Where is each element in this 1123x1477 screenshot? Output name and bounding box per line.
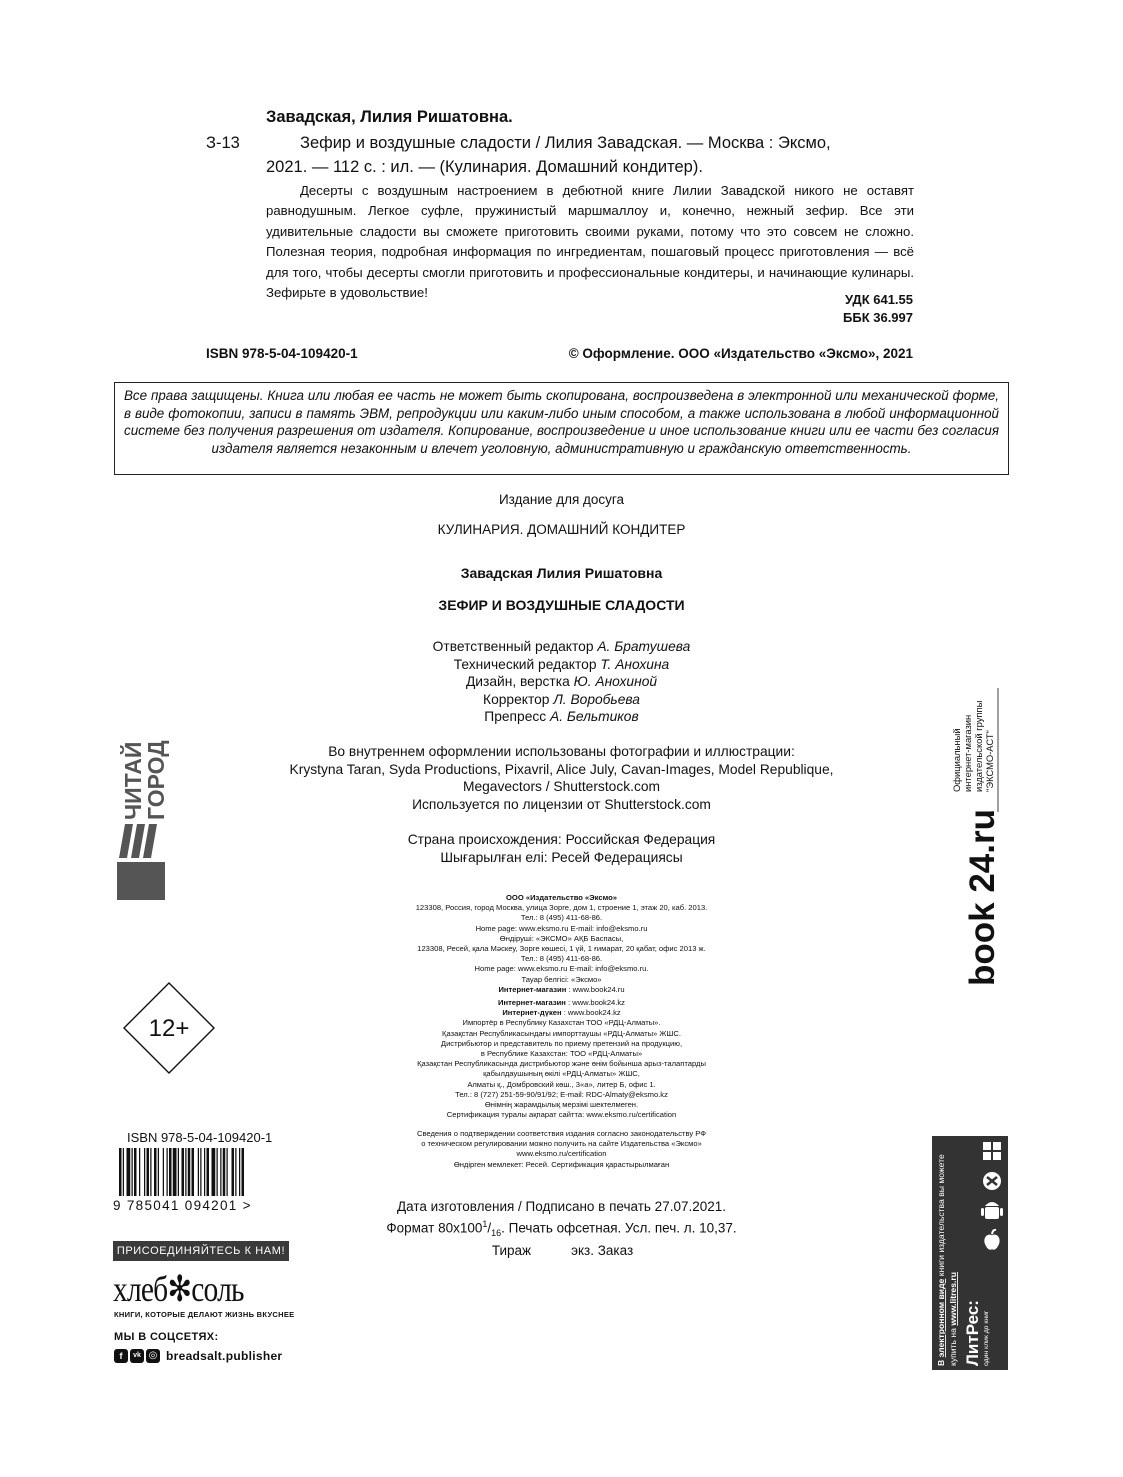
udk-code: УДК 641.55 (845, 292, 913, 307)
barcode-bar (192, 1148, 195, 1196)
age-rating-text: 12+ (148, 1015, 190, 1042)
barcode-bar (167, 1148, 168, 1196)
publisher-info-line: Қазақстан Республикасында дистрибьютор және өнім бойынша арыз-талаптарды (417, 1059, 706, 1069)
barcode-digits: 9 785041 094201 > (113, 1198, 252, 1213)
publisher-info-line: Интернет-магазин : www.book24.kz (498, 998, 625, 1008)
gorod-text: ГОРОД (143, 740, 169, 820)
litres-banner (932, 1136, 1008, 1370)
book24-ad (950, 688, 1010, 988)
barcode-bar (134, 1148, 137, 1196)
credit-line: Корректор Л. Воробьева (483, 691, 640, 707)
bibliographic-record (266, 131, 914, 179)
litres-tagline: один клик до книг (983, 1310, 990, 1366)
rights-notice-text: Все права защищены. Книга или любая ее часть не может быть скопирована, воспроизведена в электронной или механической форме, в виде фотокопии, записи в память ЭВМ, репродукции или каким-либо иным способом, а также использована в любой информационной системе без получения разрешения от издателя. Копирование, воспроизведение и иное использование книги или ее части без согласия издателя является незаконным и влечет уголовную, административную и гражданскую ответственность. (124, 388, 999, 456)
annotation: Десерты с воздушным настроением в дебютной книге Лилии Завадской никого не оставят равнодушным. Легкое суфле, пружинистый маршмаллоу и, конечно, нежный зефир. Все эти удивительные сладости вы сможете приготовить своими руками, потому что это совсем не сложно. Полезная теория, подробная информация по ингредиентам, пошаговый процесс приготовления — всё для того, чтобы десерты смогли приготовить и профессиональные кондитеры, и начинающие кулинары. Зефирьте в удовольствие! (266, 183, 914, 301)
barcode-bar (239, 1148, 240, 1196)
credit-line: Ответственный редактор А. Братушева (432, 639, 691, 654)
publisher-info-line: в Республике Казахстан: ТОО «РДЦ-Алматы» (480, 1049, 643, 1059)
chitai-gorod-logo (117, 706, 169, 900)
publisher-info-line: Импортёр в Республику Казахстан ТОО «РДЦ-Алматы». (462, 1018, 661, 1028)
barcode-bar (223, 1148, 226, 1196)
publisher-info-line: Интернет-дүкен : www.book24.kz (502, 1008, 621, 1018)
barcode-bar (132, 1148, 133, 1196)
barcode-bar (204, 1148, 205, 1196)
publisher-info-line: Тел.: 8 (495) 411-68-86. (520, 954, 603, 964)
publisher-info-line: 123308, Ресей, қала Мәскеу, Зорге көшесі, 1 үй, 1 ғимарат, 20 қабат, офис 2013 ж. (417, 944, 706, 954)
book-title: ЗЕФИР И ВОЗДУШНЫЕ СЛАДОСТИ (438, 597, 685, 613)
barcode-bar (212, 1148, 216, 1196)
isbn-header: ISBN 978-5-04-109420-1 (206, 346, 358, 361)
publisher-info-line: Сертификация туралы ақпарат сайтта: www.eksmo.ru/certification (446, 1110, 677, 1120)
book24-logo-text: book 24.ru (963, 809, 1002, 986)
print-date: Дата изготовления / Подписано в печать 27.07.2021. (397, 1199, 726, 1214)
facebook-icon: f (114, 1349, 128, 1363)
barcode-bar (158, 1148, 159, 1196)
publisher-info-line: Тауар белгісі: «Эксмо» (521, 974, 602, 984)
barcode-bar (150, 1148, 151, 1196)
litres-text-1: В электронном виде книги издательства вы можете (936, 1154, 946, 1366)
print-run: Тираж экз. Заказ (491, 1243, 634, 1259)
age-rating (122, 981, 216, 1075)
print-format: Формат $80x100^1/_{16}$. Печать офсетная. Усл. печ. л. 10,37. (386, 1218, 737, 1238)
social-label: МЫ В СОЦСЕТЯХ: (114, 1331, 219, 1343)
barcode-bar (200, 1148, 201, 1196)
barcode-bar (147, 1148, 150, 1196)
barcode-bar (198, 1148, 199, 1196)
isbn-barcode (117, 1148, 285, 1196)
publisher-info-line: қабылдаушының өкілі «РДЦ-Алматы» ЖШС, (483, 1069, 640, 1079)
logo-block (117, 862, 165, 900)
publisher-info-line: Өндіруші: «ЭКСМО» АҚБ Баспасы, (499, 933, 624, 943)
barcode-bar (227, 1148, 228, 1196)
publisher-info-line: ООО «Издательство «Эксмо» (506, 893, 617, 902)
barcode-bar (235, 1148, 236, 1196)
biblio-line-1: Зефир и воздушные сладости / Лилия Завадская. — Москва : Эксмо, (300, 134, 831, 152)
classification-codes (843, 291, 913, 327)
publisher-info-line: Интернет-магазин : www.book24.ru (498, 984, 625, 994)
barcode-bar (217, 1148, 218, 1196)
litres-text-2: купить на www.litres.ru (948, 1272, 958, 1366)
bbk-code: ББК 36.997 (843, 310, 913, 325)
breadsalt-logo: хлеб✻соль (113, 1269, 244, 1309)
barcode-bar (242, 1148, 245, 1196)
publisher-info-line: Өнімнің жарамдылық мерзімі шектелмеген. (484, 1100, 639, 1110)
publisher-info-line: 123308, Россия, город Москва, улица Зорге, дом 1, строение 1, этаж 20, каб. 2013. (415, 903, 708, 913)
barcode-bar (123, 1148, 124, 1196)
barcode-bar (127, 1148, 131, 1196)
barcode-bar (173, 1148, 177, 1196)
country-of-origin: Страна происхождения: Российская Федерация Шығарылған елі: Ресей Федерациясы (407, 832, 716, 865)
catalog-author: Завадская, Лилия Ришатовна. (266, 108, 513, 126)
barcode-bar (232, 1148, 235, 1196)
barcode-bar (178, 1148, 179, 1196)
chitai-text: ЧИТАЙ (120, 741, 146, 820)
barcode-bar (163, 1148, 164, 1196)
barcode-bar (220, 1148, 221, 1196)
publisher-info-line: Home page: www.eksmo.ru E-mail: info@eksmo.ru (475, 923, 648, 933)
breadsalt-tagline: КНИГИ, КОТОРЫЕ ДЕЛАЮТ ЖИЗНЬ ВКУСНЕЕ (114, 1310, 295, 1319)
xbox-icon (983, 1172, 1001, 1190)
edition-type: Издание для досуга (498, 492, 625, 507)
isbn-barcode-label: ISBN 978-5-04-109420-1 (127, 1130, 273, 1145)
barcode-bar (169, 1148, 172, 1196)
barcode-bar (144, 1148, 145, 1196)
biblio-line-2: 2021. — 112 с. : ил. — (Кулинария. Домашний кондитер). (266, 158, 703, 176)
certification-info: Сведения о подтверждении соответствия издания согласно законодательству РФ о техническом регулировании можно получить на сайте Издательства «Эксмо» www.eksmo.ru/certification Өндірген мемлекет: Ресей. Сертификация қарастырылмаған (416, 1129, 707, 1169)
barcode-bar (188, 1148, 191, 1196)
credit-line: Технический редактор Т. Анохина (453, 656, 670, 672)
svg-text:"ЭКСМО-АСТ": "ЭКСМО-АСТ" (984, 730, 995, 792)
credit-line: Дизайн, верстка Ю. Анохиной (465, 674, 658, 690)
svg-text:интернет-магазин: интернет-магазин (962, 714, 973, 792)
barcode-bar (119, 1148, 122, 1196)
credit-line: Препресс А. Бельтиков (484, 709, 639, 725)
litres-logo: ЛитРес: (963, 1300, 982, 1366)
join-us-badge: ПРИСОЕДИНЯЙТЕСЬ К НАМ! (113, 1241, 289, 1261)
publisher-info-line: Тел.: 8 (495) 411-68-86. (520, 913, 603, 923)
illustration-credits: Во внутреннем оформлении использованы фотографии и иллюстрации: Krystyna Taran, Syda Productions, Pixavril, Alice July, Cavan-Images, Model Republique, Megavectors / Shutterstock.com Используется по лицензии от Shutterstock.com (289, 744, 834, 812)
barcode-bar (207, 1148, 210, 1196)
vk-icon: vk (130, 1349, 144, 1363)
barcode-bar (139, 1148, 140, 1196)
publisher-info-line: Тел.: 8 (727) 251-59-90/91/92; E-mail: RDC-Almaty@eksmo.kz (455, 1089, 668, 1099)
instagram-icon: ◎ (146, 1349, 160, 1363)
barcode-bar (182, 1148, 185, 1196)
svg-text:издательской группы: издательской группы (973, 700, 984, 792)
barcode-bar (185, 1148, 186, 1196)
publisher-info-line: Алматы қ., Домбровский көш., 3«а», литер Б, офис 1. (467, 1079, 656, 1089)
barcode-bar (154, 1148, 157, 1196)
svg-text:Официальный: Официальный (951, 728, 962, 792)
series-name: КУЛИНАРИЯ. ДОМАШНИЙ КОНДИТЕР (437, 522, 686, 537)
social-row (114, 1348, 282, 1364)
publisher-info-line: Қазақстан Республикасындағы импорттаушы «РДЦ-Алматы» ЖШС. (442, 1028, 681, 1038)
social-handle: breadsalt.publisher (166, 1349, 283, 1363)
publisher-info-line: Home page: www.eksmo.ru E-mail: info@eksmo.ru. (474, 964, 649, 974)
rights-notice-box (114, 382, 1009, 475)
author-name: Завадская Лилия Ришатовна (460, 565, 663, 581)
publisher-info-line: Дистрибьютор и представитель по приему претензий на продукцию, (440, 1038, 683, 1048)
author-code: З-13 (206, 134, 240, 152)
copyright-notice: © Оформление. ООО «Издательство «Эксмо», 2021 (568, 346, 913, 361)
